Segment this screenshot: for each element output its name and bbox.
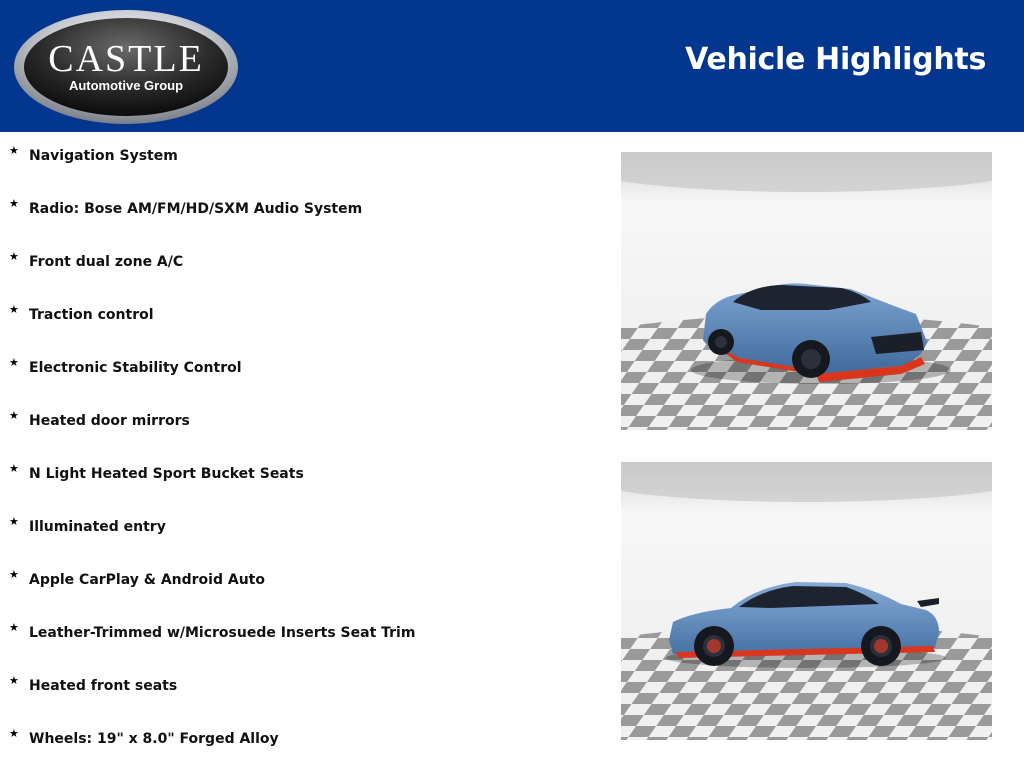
- feature-label: Navigation System: [29, 148, 178, 164]
- feature-label: Heated front seats: [29, 678, 178, 694]
- feature-label: N Light Heated Sport Bucket Seats: [29, 466, 304, 482]
- feature-item: [0, 662, 600, 715]
- feature-label: Electronic Stability Control: [29, 360, 242, 376]
- feature-item: [0, 344, 600, 397]
- logo-name: CASTLE: [48, 38, 204, 80]
- feature-item: [0, 185, 600, 238]
- feature-label: Leather-Trimmed w/Microsuede Inserts Seat Trim: [29, 625, 416, 641]
- feature-item: [0, 132, 600, 185]
- feature-item: [0, 450, 600, 503]
- feature-label: Illuminated entry: [29, 519, 166, 535]
- feature-label: Traction control: [29, 307, 154, 323]
- star-bullet-icon: ★: [9, 357, 19, 369]
- logo-tagline: Automotive Group: [68, 78, 184, 93]
- star-bullet-icon: ★: [9, 251, 19, 263]
- star-bullet-icon: ★: [9, 728, 19, 740]
- header-banner: [0, 0, 1024, 132]
- feature-item: [0, 503, 600, 556]
- feature-label: Heated door mirrors: [29, 413, 190, 429]
- feature-label: Front dual zone A/C: [29, 254, 184, 270]
- star-bullet-icon: ★: [9, 304, 19, 316]
- feature-item: [0, 291, 600, 344]
- feature-item: [0, 609, 600, 662]
- feature-list: [0, 132, 600, 768]
- star-bullet-icon: ★: [9, 516, 19, 528]
- feature-label: Wheels: 19" x 8.0" Forged Alloy: [29, 731, 279, 747]
- feature-item: [0, 715, 600, 768]
- feature-item: [0, 238, 600, 291]
- page-title: Vehicle Highlights: [685, 42, 986, 77]
- star-bullet-icon: ★: [9, 198, 19, 210]
- star-bullet-icon: ★: [9, 145, 19, 157]
- star-bullet-icon: ★: [9, 410, 19, 422]
- star-bullet-icon: ★: [9, 622, 19, 634]
- car-side-profile-photo: [621, 462, 992, 740]
- feature-label: Radio: Bose AM/FM/HD/SXM Audio System: [29, 201, 363, 217]
- star-bullet-icon: ★: [9, 675, 19, 687]
- feature-item: [0, 556, 600, 609]
- car-front-three-quarter-photo: [621, 152, 992, 430]
- star-bullet-icon: ★: [9, 463, 19, 475]
- feature-item: [0, 397, 600, 450]
- star-bullet-icon: ★: [9, 569, 19, 581]
- feature-label: Apple CarPlay & Android Auto: [29, 572, 265, 588]
- castle-logo: [12, 8, 240, 126]
